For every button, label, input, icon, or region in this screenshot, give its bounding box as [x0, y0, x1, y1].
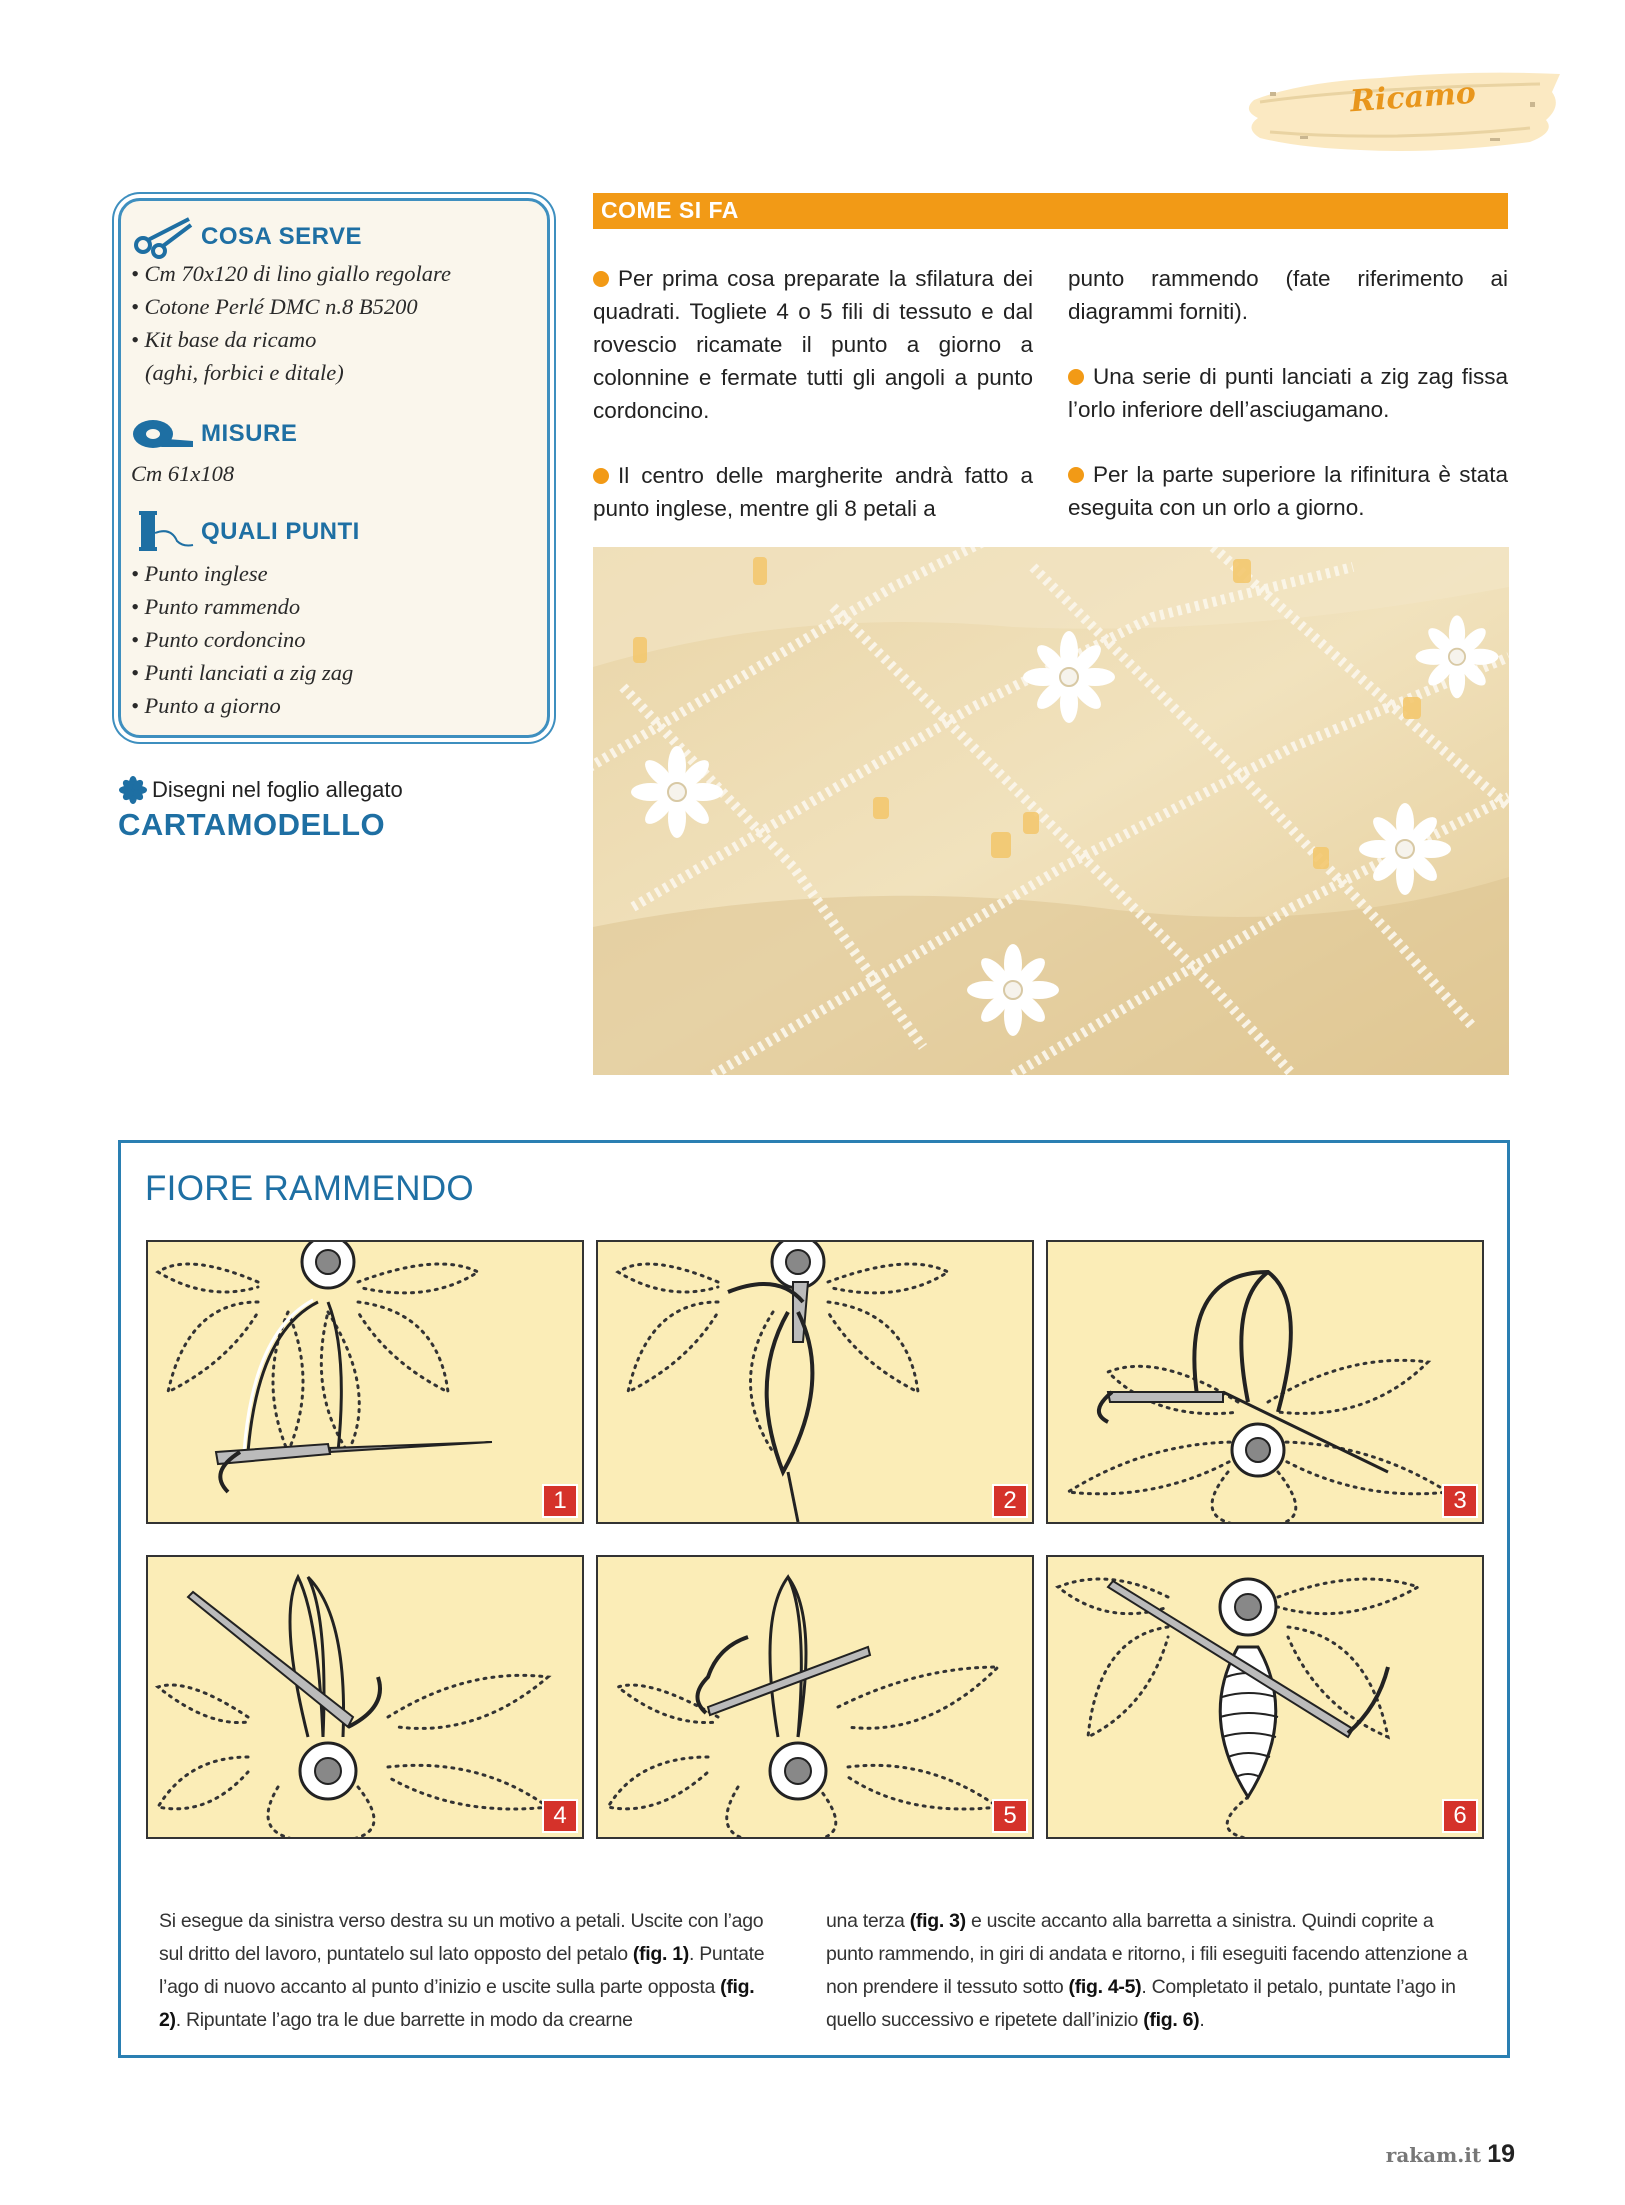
- footer-site: rakam.it: [1385, 2143, 1482, 2167]
- thread-spool-icon: [131, 507, 195, 557]
- figure-number: 5: [992, 1799, 1028, 1833]
- figure-reference: (fig. 3): [909, 1910, 966, 1932]
- quali-punti-heading: [131, 507, 360, 557]
- list-item: • Punti lanciati a zig zag: [131, 660, 354, 685]
- fig5-illustration: [598, 1557, 1034, 1839]
- list-item: • Punto cordoncino: [131, 627, 306, 652]
- cosa-serve-title: COSA SERVE: [201, 223, 363, 250]
- misure-title: MISURE: [201, 420, 298, 447]
- fig4-illustration: [148, 1557, 584, 1839]
- figure-3: [1046, 1240, 1484, 1524]
- figure-reference: (fig. 6): [1143, 2009, 1200, 2031]
- scissors-icon: [131, 215, 195, 259]
- figure-number: 4: [542, 1799, 578, 1833]
- asterisk-icon: [118, 775, 148, 805]
- list-item: • Punto a giorno: [131, 693, 281, 718]
- page-number: 19: [1487, 2140, 1515, 2168]
- come-si-fa-header: [593, 193, 1508, 229]
- paragraph-text: Una serie di punti lanciati a zig zag fissa l’orlo inferiore dell’asciugamano.: [1068, 364, 1508, 422]
- quali-punti-list: [131, 557, 353, 722]
- instr-text: . Completato il petalo, puntate l’ago in quello successivo e ripetete dall’inizio: [826, 1976, 1456, 2031]
- cosa-serve-heading: [131, 215, 362, 259]
- bullet-icon: [593, 271, 609, 287]
- list-item: • Cm 70x120 di lino giallo regolare: [131, 261, 451, 286]
- figure-5: [596, 1555, 1034, 1839]
- figure-reference: (fig. 4-5): [1068, 1976, 1142, 1998]
- come-si-fa-column-2: [1068, 262, 1508, 556]
- diagram-instructions-left: [159, 1905, 769, 2037]
- paragraph-continuation: punto rammendo (fate riferimento ai diagrammi forniti).: [1068, 266, 1508, 324]
- supplies-box: [118, 198, 550, 738]
- misure-heading: [131, 417, 297, 451]
- figure-reference: (fig. 2): [159, 1976, 755, 2031]
- diagram-instructions-right: [826, 1905, 1471, 2037]
- list-item: • Punto inglese: [131, 561, 268, 586]
- diagram-title: FIORE RAMMENDO: [145, 1169, 474, 1208]
- pattern-note: [118, 775, 403, 843]
- paragraph: [593, 459, 1033, 525]
- figure-number: 2: [992, 1484, 1028, 1518]
- cosa-serve-list: [131, 257, 451, 389]
- come-si-fa-title: COME SI FA: [601, 197, 739, 223]
- instr-text: . Puntate l’ago di nuovo accanto al punto d’inizio e uscite sulla parte opposta: [159, 1943, 765, 1998]
- list-item: • Cotone Perlé DMC n.8 B5200: [131, 294, 418, 319]
- instr-text: e uscite accanto alla barretta a sinistra. Quindi coprite a punto rammendo, in giri di andata e ritorno, i fili eseguiti facendo attenzione a non prendere il tessuto sotto: [826, 1910, 1468, 1998]
- instr-text: una terza: [826, 1910, 910, 1932]
- figure-reference: (fig. 1): [632, 1943, 689, 1965]
- bullet-icon: [1068, 467, 1084, 483]
- figure-number: 1: [542, 1484, 578, 1518]
- paragraph: [1068, 458, 1508, 524]
- fig3-illustration: [1048, 1242, 1484, 1524]
- section-tag: [1240, 62, 1570, 154]
- pattern-note-line: Disegni nel foglio allegato: [152, 777, 403, 802]
- tape-measure-icon: [131, 417, 195, 451]
- fig6-illustration: [1048, 1557, 1484, 1839]
- figure-6: [1046, 1555, 1484, 1839]
- quali-punti-title: QUALI PUNTI: [201, 518, 360, 545]
- paragraph: [593, 262, 1033, 427]
- embroidery-photo: [593, 547, 1509, 1075]
- figure-number: 3: [1442, 1484, 1478, 1518]
- page-footer: [1386, 2140, 1515, 2169]
- paragraph-text: Il centro delle margherite andrà fatto a punto inglese, mentre gli 8 petali a: [593, 463, 1033, 521]
- cartamodello-label: CARTAMODELLO: [118, 807, 386, 842]
- fiore-rammendo-panel: [118, 1140, 1510, 2058]
- bullet-icon: [1068, 369, 1084, 385]
- figure-1: [146, 1240, 584, 1524]
- list-item: • Punto rammendo: [131, 594, 301, 619]
- instr-text: . Ripuntate l’ago tra le due barrette in modo da crearne: [175, 2009, 633, 2031]
- figure-number: 6: [1442, 1799, 1478, 1833]
- fig2-illustration: [598, 1242, 1034, 1524]
- bullet-icon: [593, 468, 609, 484]
- list-item: (aghi, forbici e ditale): [145, 360, 344, 385]
- section-tag-label: Ricamo: [1348, 75, 1477, 120]
- paragraph-text: Per la parte superiore la rifinitura è stata eseguita con un orlo a giorno.: [1068, 462, 1508, 520]
- figure-2: [596, 1240, 1034, 1524]
- instr-text: .: [1199, 2009, 1205, 2031]
- fig1-illustration: [148, 1242, 584, 1524]
- paragraph: [1068, 360, 1508, 426]
- list-item: • Kit base da ricamo: [131, 327, 317, 352]
- list-item: Cm 61x108: [131, 461, 235, 486]
- figure-4: [146, 1555, 584, 1839]
- instr-text: Si esegue da sinistra verso destra su un motivo a petali. Uscite con l’ago sul dritto del lavoro, puntatelo sul lato opposto del petalo: [159, 1910, 764, 1965]
- come-si-fa-column-1: [593, 262, 1033, 557]
- paragraph-text: Per prima cosa preparate la sfilatura dei quadrati. Togliete 4 o 5 fili di tessuto e dal rovescio ricamate il punto a giorno a colonnine e fermate tutti gli angoli a punto cordoncino.: [593, 266, 1033, 423]
- misure-list: [131, 457, 234, 490]
